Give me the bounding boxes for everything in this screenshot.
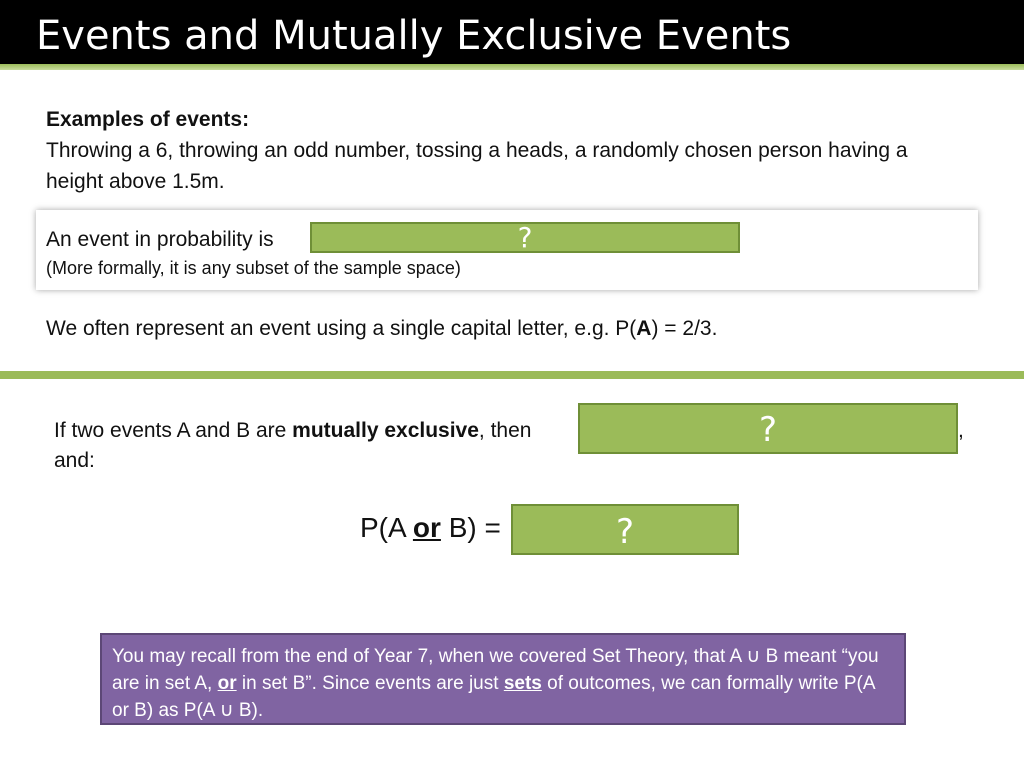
examples-text: Throwing a 6, throwing an odd number, tossing a heads, a randomly chosen person having a height above 1.5m. [46, 139, 908, 193]
mutex-after: , then [478, 419, 532, 442]
mutex-comma: , [958, 419, 964, 442]
definition-prefix: An event in probability is [46, 228, 274, 251]
represent-before: We often represent an event using a single capital letter, e.g. P( [46, 317, 637, 340]
set-theory-note [100, 633, 906, 725]
slide-title: Events and Mutually Exclusive Events [36, 13, 792, 59]
title-divider [0, 64, 1024, 70]
note-part1: You may recall from the end of Year 7, when we covered Set Theory, that A ∪ B meant “you are in set A, [112, 646, 879, 694]
reveal-box-event-definition[interactable]: ? [310, 222, 740, 253]
represent-letter: A [636, 317, 652, 340]
formula-before: P(A [360, 512, 413, 543]
formula-or: or [412, 512, 441, 543]
reveal-box-formula[interactable]: ? [511, 504, 739, 555]
definition-formal: (More formally, it is any subset of the sample space) [46, 258, 461, 278]
mutex-and: and: [54, 449, 95, 472]
represent-text [46, 314, 717, 344]
note-part2: in set B”. Since events are just [236, 673, 504, 694]
mutex-before: If two events A and B are [54, 419, 293, 442]
mutex-bold: mutually exclusive [292, 419, 479, 442]
note-part3: of outcomes, we can formally write P(A or B) as P(A ∪ B). [112, 673, 875, 721]
represent-after: ) = 2/3. [651, 317, 718, 340]
examples-heading: Examples of events: [46, 108, 250, 131]
section-divider [0, 371, 1024, 379]
reveal-box-mutex-condition[interactable]: ? [578, 403, 958, 454]
formula-after: B) = [440, 512, 501, 543]
title-bar [0, 0, 1024, 64]
note-or: or [217, 673, 237, 694]
mutex-text [54, 416, 531, 446]
examples-section [46, 104, 946, 197]
note-sets: sets [503, 673, 542, 694]
formula [360, 510, 501, 546]
